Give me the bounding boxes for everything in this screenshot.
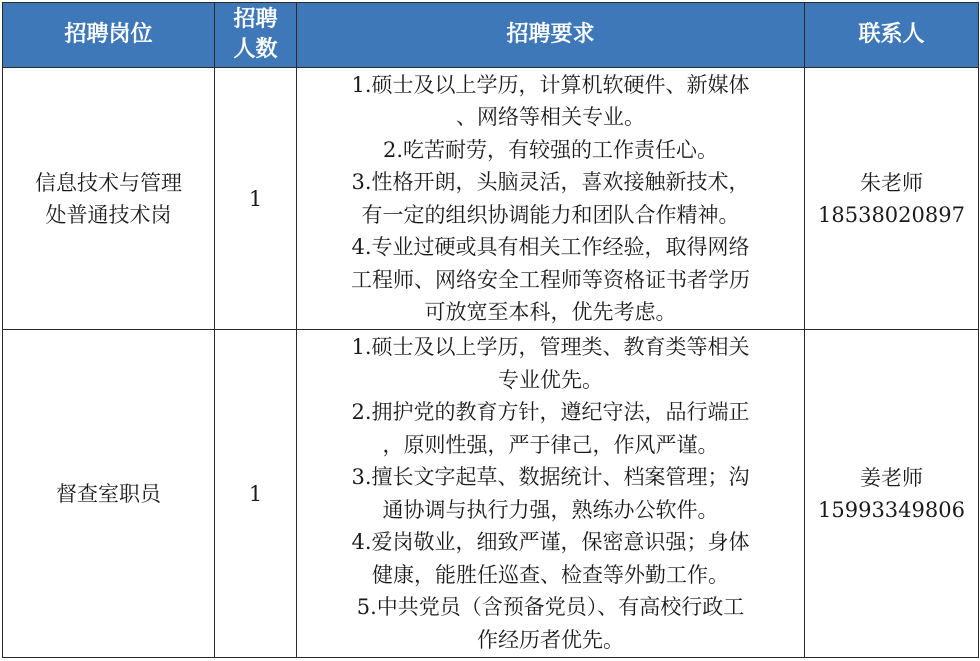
requirements-cell bbox=[297, 330, 805, 658]
requirement-line: 3.性格开朗，头脑灵活，喜欢接触新技术， bbox=[351, 170, 750, 194]
contact-cell bbox=[805, 330, 979, 658]
header-count-line2: 人数 bbox=[233, 37, 278, 62]
requirement-line: 3.擅长文字起草、数据统计、档案管理；沟 bbox=[351, 465, 750, 489]
requirement-line: 5.中共党员（含预备党员）、有高校行政工 bbox=[356, 595, 745, 619]
requirement-line: 工程师、网络安全工程师等资格证书者学历 bbox=[351, 267, 750, 292]
requirements-cell bbox=[297, 68, 805, 330]
requirement-line: 可放宽至本科，优先考虑。 bbox=[424, 300, 677, 324]
requirement-line: 2.拥护党的教育方针，遵纪守法，品行端正 bbox=[351, 400, 750, 424]
position-line: 督查室职员 bbox=[56, 481, 161, 506]
count-cell: 1 bbox=[215, 330, 297, 658]
requirement-line: 1.硕士及以上学历，管理类、教育类等相关 bbox=[351, 335, 750, 359]
requirement-line: 专业优先。 bbox=[498, 367, 603, 392]
contact-cell bbox=[805, 68, 979, 330]
requirement-line: 4.专业过硬或具有相关工作经验，取得网络 bbox=[351, 235, 750, 259]
requirement-line: 通协调与执行力强，熟练办公软件。 bbox=[382, 497, 719, 522]
recruitment-table bbox=[2, 2, 979, 658]
table-row bbox=[3, 330, 979, 658]
requirement-line: 2.吃苦耐劳，有较强的工作责任心。 bbox=[382, 137, 719, 162]
header-row bbox=[3, 3, 979, 68]
position-cell bbox=[3, 68, 215, 330]
contact-phone: 15993349806 bbox=[818, 497, 965, 522]
requirement-line: 有一定的组织协调能力和团队合作精神。 bbox=[361, 202, 740, 227]
position-line: 处普通技术岗 bbox=[45, 202, 172, 227]
requirement-line: 4.爱岗敬业，细致严谨，保密意识强；身体 bbox=[351, 530, 750, 554]
header-count-line1: 招聘 bbox=[233, 7, 278, 32]
header-position: 招聘岗位 bbox=[3, 3, 215, 68]
position-cell bbox=[3, 330, 215, 658]
requirement-line: 、网络等相关专业。 bbox=[456, 105, 645, 129]
contact-name: 姜老师 bbox=[860, 465, 923, 490]
requirement-line: 作经历者优先。 bbox=[477, 627, 624, 652]
requirement-line: 健康，能胜任巡查、检查等外勤工作。 bbox=[372, 562, 729, 587]
position-line: 信息技术与管理 bbox=[35, 170, 182, 195]
count-cell: 1 bbox=[215, 68, 297, 330]
requirement-line: ，原则性强，严于律己，作风严谨。 bbox=[382, 432, 719, 457]
table-row bbox=[3, 68, 979, 330]
header-contact: 联系人 bbox=[805, 3, 979, 68]
header-count bbox=[215, 3, 297, 68]
contact-name: 朱老师 bbox=[860, 170, 923, 195]
requirement-line: 1.硕士及以上学历，计算机软硬件、新媒体 bbox=[351, 72, 750, 97]
contact-phone: 18538020897 bbox=[818, 202, 965, 227]
header-requirements: 招聘要求 bbox=[297, 3, 805, 68]
